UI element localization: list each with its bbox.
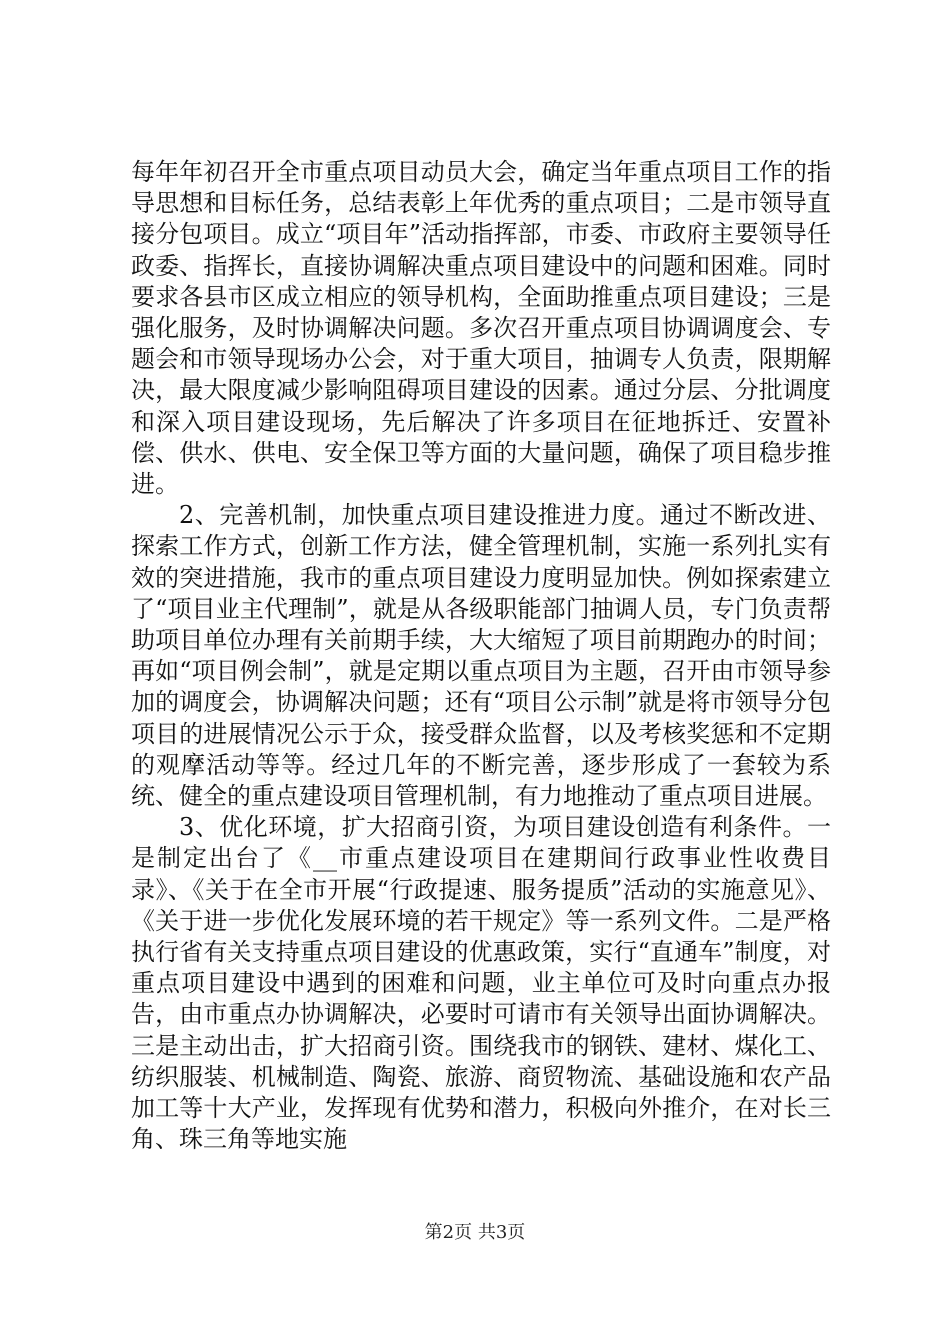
paragraph-2-mechanism: 2、完善机制，加快重点项目建设推进力度。通过不断改进、探索工作方式，创新工作方法，健全管理机制，实施一系列扎实有效的突进措施，我市的重点项目建设力度明显加快。例如探索建立了“项目业主代理制”，就是从各级职能部门抽调人员，专门负责帮助项目单位办理有关前期手续，大大缩短了项目前期跑办的时间；再如“项目例会制”，就是定期以重点项目为主题，召开由市领导参加的调度会，协调解决问题；还有“项目公示制”就是将市领导分包项目的进展情况公示于众，接受群众监督，以及考核奖惩和不定期的观摩活动等等。经过几年的不断完善，逐步形成了一套较为系统、健全的重点建设项目管理机制，有力地推动了重点项目进展。 bbox=[131, 501, 831, 811]
page-footer: 第2页 共3页 bbox=[424, 1222, 526, 1243]
paragraph-continued: 每年年初召开全市重点项目动员大会，确定当年重点项目工作的指导思想和目标任务，总结表彰上年优秀的重点项目；二是市领导直接分包项目。成立“项目年”活动指挥部，市委、市政府主要领导任政委、指挥长，直接协调解决重点项目建设中的问题和困难。同时要求各县市区成立相应的领导机构，全面助推重点项目建设；三是强化服务，及时协调解决问题。多次召开重点项目协调调度会、专题会和市领导现场办公会，对于重大项目，抽调专人负责，限期解决，最大限度减少影响阻碍项目建设的因素。通过分层、分批调度和深入项目建设现场，先后解决了许多项目在征地拆迁、安置补偿、供水、供电、安全保卫等方面的大量问题，确保了项目稳步推进。 bbox=[131, 158, 831, 499]
document-body bbox=[131, 157, 831, 1156]
paragraph-3-environment: 3、优化环境，扩大招商引资，为项目建设创造有利条件。一是制定出台了《__市重点建设项目在建期间行政事业性收费目录》、《关于在全市开展“行政提速、服务提质”活动的实施意见》、《关于进一步优化发展环境的若干规定》等一系列文件。二是严格执行省有关支持重点项目建设的优惠政策，实行“直通车”制度，对重点项目建设中遇到的困难和问题，业主单位可及时向重点办报告，由市重点办协调解决，必要时可请市有关领导出面协调解决。三是主动出击，扩大招商引资。围绕我市的钢铁、建材、煤化工、纺织服装、机械制造、陶瓷、旅游、商贸物流、基础设施和农产品加工等十大产业，发挥现有优势和潜力，积极向外推介，在对长三角、珠三角等地实施 bbox=[131, 813, 831, 1154]
